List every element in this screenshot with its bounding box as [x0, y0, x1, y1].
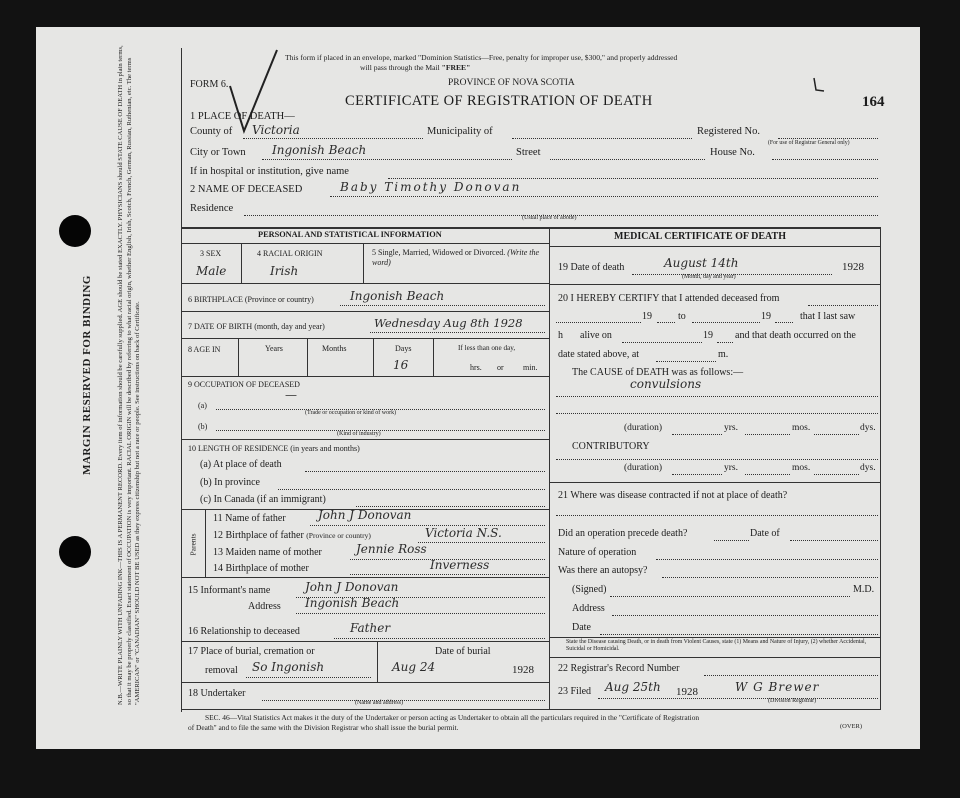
birthplace-label: 6 BIRTHPLACE (Province or country) — [188, 295, 314, 304]
personal-heading: PERSONAL AND STATISTICAL INFORMATION — [258, 230, 442, 239]
violent-causes-note: State the Disease causing Death, or in death from Violent Causes, state (1) Means and Nature of Injury, (2) whether Accidental, Suicidal or Homicidal. — [566, 639, 867, 653]
undertaker-note: (Name and address) — [355, 700, 403, 706]
burial-place-value: So Ingonish — [252, 660, 325, 674]
occupation-label: 9 OCCUPATION OF DECEASED — [188, 380, 300, 389]
less-than-day: If less than one day, — [458, 344, 516, 352]
cert-19b: 19 — [761, 311, 771, 322]
mail-notice-2: will pass through the Mail "FREE" — [360, 63, 471, 72]
registrar-note: (For use of Registrar General only) — [768, 140, 850, 146]
sex-value: Male — [196, 264, 227, 278]
margin-rotated-text — [83, 45, 143, 705]
age-days-value: 16 — [393, 358, 409, 372]
residence-length-label: 10 LENGTH OF RESIDENCE (in years and months) — [188, 444, 360, 453]
mail-notice: This form if placed in an envelope, marked "Dominion Statistics—Free, penalty for improper use, $300," and properly addressed — [285, 53, 678, 62]
medical-heading: MEDICAL CERTIFICATE OF DEATH — [614, 231, 786, 242]
street-label: Street — [516, 147, 541, 158]
table-top — [181, 227, 881, 229]
burial-year: 1928 — [512, 664, 534, 676]
registrar-signature: W G Brewer — [735, 680, 820, 694]
hrs-label: hrs. — [470, 363, 482, 372]
date-burial-value: Aug 24 — [392, 660, 436, 674]
occupation-a-note: (Trade or occupation or kind of work) — [305, 410, 397, 416]
informant-address-label: Address — [248, 601, 281, 612]
dys-2: dys. — [860, 463, 876, 473]
or-label: or — [497, 363, 504, 372]
birthplace-value: Ingonish Beach — [350, 289, 445, 303]
certificate-number: 164 — [862, 94, 885, 110]
filed-value: Aug 25th — [605, 680, 661, 694]
months-header: Months — [322, 344, 347, 353]
cert-last-saw: that I last saw — [800, 311, 856, 322]
date-of-death-note: (Month, day and year) — [682, 274, 736, 280]
parents-label: Parents — [188, 533, 198, 556]
filed-label: 23 Filed — [558, 686, 592, 697]
table-bottom — [181, 709, 881, 710]
date-burial-label: Date of burial — [435, 646, 491, 657]
date-of-operation-label: Date of — [750, 528, 780, 539]
occupation-b-note: (Kind of industry) — [337, 431, 381, 437]
residence-a: (a) At place of death — [200, 459, 282, 470]
age-label: 8 AGE IN — [188, 345, 221, 354]
deceased-name: Baby Timothy Donovan — [340, 180, 522, 194]
cause-label: The CAUSE of DEATH was as follows:— — [572, 367, 744, 378]
residence-label: Residence — [190, 203, 234, 214]
registrar-record-label: 22 Registrar's Record Number — [558, 663, 680, 674]
cert-occurred: and that death occurred on the — [735, 330, 856, 341]
page-title: CERTIFICATE OF REGISTRATION OF DEATH — [345, 93, 653, 109]
city-label: City or Town — [190, 147, 246, 158]
mother-birthplace-label: 14 Birthplace of mother — [213, 563, 309, 574]
father-label: 11 Name of father — [213, 513, 286, 524]
county-label: County of — [190, 126, 233, 137]
name-label: 2 NAME OF DECEASED — [190, 184, 303, 195]
margin-instructions: N.B.—WRITE PLAINLY WITH UNFADING INK—THIS IS A PERMANENT RECORD. Every item of information should be carefully supplied. AGE should be stated EXACTLY. PHYSICIANS should STATE CAUSE OF DEATH in plain terms, so that it may be properly classified. Exact statement of OCCUPATION is very important. RACIAL ORIGIN will be described by referring to what racial origin, whether English, Irish, Scotch, French, German, Russian, Ruthenian, etc. The terms "AMERICAN" or "CANADIAN" SHOULD NOT BE USED as they express citizenship but not a race or people. See instructions on back of Certificate. — [117, 45, 142, 705]
tick-mark-icon — [812, 76, 826, 94]
yrs-1: yrs. — [724, 423, 738, 433]
father-value: John J Donovan — [318, 508, 412, 522]
footer-line-1: SEC. 46—Vital Statistics Act makes it the duty of the Undertaker or person acting as Undertaker to obtain all the particulars required in the "Certificate of Registration — [205, 713, 700, 722]
occupation-b: (b) — [198, 422, 208, 431]
certify-text: 20 I HEREBY CERTIFY that I attended deceased from — [558, 293, 780, 304]
undertaker-label: 18 Undertaker — [188, 688, 246, 699]
medical-address-label: Address — [572, 603, 605, 614]
days-header: Days — [395, 344, 412, 353]
form-number: FORM 6. — [190, 79, 229, 90]
registered-label: Registered No. — [697, 126, 760, 137]
contracted-label: 21 Where was disease contracted if not at place of death? — [558, 490, 788, 501]
occupation-a-value: — — [285, 388, 297, 402]
racial-label: 4 RACIAL ORIGIN — [257, 249, 323, 258]
mother-birthplace-value: Inverness — [430, 558, 490, 572]
hospital-label: If in hospital or institution, give name — [190, 166, 349, 177]
autopsy-label: Was there an autopsy? — [558, 565, 648, 576]
city-value: Ingonish Beach — [272, 143, 367, 157]
burial-label: 17 Place of burial, cremation or — [188, 646, 315, 657]
medical-date-label: Date — [572, 622, 591, 633]
cert-m: m. — [718, 349, 729, 360]
house-label: House No. — [710, 147, 755, 158]
relationship-value: Father — [350, 621, 391, 635]
informant-address-value: Ingonish Beach — [305, 596, 400, 610]
binding-margin — [46, 40, 180, 710]
mother-value: Jennie Ross — [356, 542, 427, 556]
nature-operation-label: Nature of operation — [558, 547, 637, 558]
municipality-label: Municipality of — [427, 126, 493, 137]
date-of-death-value: August 14th — [664, 256, 739, 270]
residence-c: (c) In Canada (if an immigrant) — [200, 494, 326, 505]
yrs-2: yrs. — [724, 463, 738, 473]
duration-1: (duration) — [624, 423, 662, 433]
marital-label: 5 Single, Married, Widowed or Divorced. (Write the word) — [372, 248, 540, 267]
min-label: min. — [523, 363, 538, 372]
dob-label: 7 DATE OF BIRTH (month, day and year) — [188, 322, 325, 331]
cause-value: convulsions — [630, 377, 702, 391]
footer-line-2: of Death" and to file the same with the Division Registrar who shall issue the burial permit. — [188, 723, 459, 732]
over-label: (OVER) — [840, 723, 863, 730]
occupation-a: (a) — [198, 401, 207, 410]
division-registrar-note: (Division Registrar) — [768, 698, 817, 704]
mother-label: 13 Maiden name of mother — [213, 547, 322, 558]
relationship-label: 16 Relationship to deceased — [188, 626, 300, 637]
province-name: PROVINCE OF NOVA SCOTIA — [448, 78, 575, 88]
racial-value: Irish — [270, 264, 299, 278]
informant-label: 15 Informant's name — [188, 585, 271, 596]
operation-label: Did an operation precede death? — [558, 528, 688, 539]
cert-19c: 19 — [703, 330, 713, 341]
cert-h: h — [558, 330, 563, 341]
removal-label: removal — [205, 665, 238, 676]
margin-title: MARGIN RESERVED FOR BINDING — [81, 275, 94, 475]
dys-1: dys. — [860, 423, 876, 433]
form-left-border — [181, 48, 182, 712]
usual-abode-note: (Usual place of abode) — [522, 215, 577, 221]
county-value: Victoria — [252, 123, 300, 137]
informant-value: John J Donovan — [305, 580, 399, 594]
father-birthplace-value: Victoria N.S. — [425, 526, 502, 540]
table-right — [880, 227, 881, 709]
date-of-death-year: 1928 — [842, 261, 864, 273]
residence-b: (b) In province — [200, 477, 260, 488]
father-birthplace-label: 12 Birthplace of father (Province or country) — [213, 530, 371, 541]
contributory-label: CONTRIBUTORY — [572, 441, 650, 452]
dob-value: Wednesday Aug 8th 1928 — [374, 316, 523, 330]
signed-label: (Signed) — [572, 584, 607, 595]
filed-year: 1928 — [676, 686, 698, 698]
duration-2: (duration) — [624, 463, 662, 473]
place-of-death-heading: 1 PLACE OF DEATH— — [190, 111, 295, 122]
cert-alive-on: alive on — [580, 330, 612, 341]
cert-to: to — [678, 311, 686, 322]
md-label: M.D. — [853, 584, 875, 595]
cert-19a: 19 — [642, 311, 652, 322]
mos-2: mos. — [792, 463, 811, 473]
mos-1: mos. — [792, 423, 811, 433]
years-header: Years — [265, 344, 283, 353]
cert-date-stated: date stated above, at — [558, 349, 640, 360]
sex-label: 3 SEX — [200, 249, 222, 258]
date-of-death-label: 19 Date of death — [558, 262, 625, 273]
